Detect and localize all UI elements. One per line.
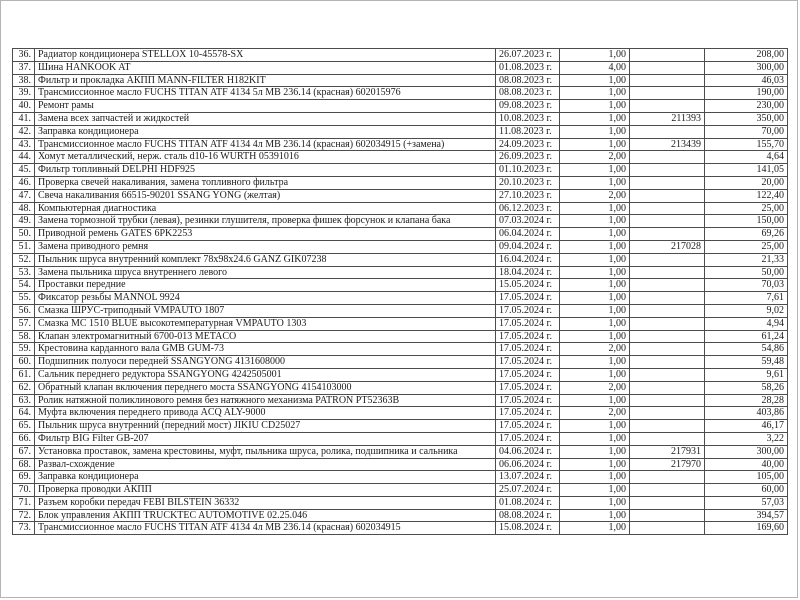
row-order-number-cell xyxy=(630,202,705,215)
row-number-cell: 51. xyxy=(13,240,35,253)
row-quantity-cell: 1,00 xyxy=(560,164,630,177)
table-row xyxy=(13,266,788,279)
table-row xyxy=(13,407,788,420)
row-price-cell: 230,00 xyxy=(705,100,788,113)
table-row xyxy=(13,202,788,215)
row-number-cell: 43. xyxy=(13,138,35,151)
table-row xyxy=(13,228,788,241)
row-quantity-cell: 4,00 xyxy=(560,61,630,74)
table-row xyxy=(13,112,788,125)
row-number-cell: 60. xyxy=(13,356,35,369)
row-quantity-cell: 1,00 xyxy=(560,484,630,497)
row-quantity-cell: 1,00 xyxy=(560,496,630,509)
row-date-cell: 17.05.2024 г. xyxy=(496,356,560,369)
row-quantity-cell: 1,00 xyxy=(560,330,630,343)
row-description-cell: Пыльник шруса внутренний комплект 78х98х24.6 GANZ GIK07238 xyxy=(35,253,496,266)
row-date-cell: 04.06.2024 г. xyxy=(496,445,560,458)
table-row xyxy=(13,164,788,177)
row-order-number-cell xyxy=(630,432,705,445)
row-quantity-cell: 1,00 xyxy=(560,138,630,151)
row-price-cell: 208,00 xyxy=(705,49,788,62)
row-quantity-cell: 1,00 xyxy=(560,509,630,522)
row-number-cell: 48. xyxy=(13,202,35,215)
row-price-cell: 150,00 xyxy=(705,215,788,228)
row-order-number-cell: 217028 xyxy=(630,240,705,253)
table-row xyxy=(13,253,788,266)
row-description-cell: Сальник переднего редуктора SSANGYONG 4242505001 xyxy=(35,368,496,381)
row-quantity-cell: 1,00 xyxy=(560,176,630,189)
table-row xyxy=(13,304,788,317)
row-description-cell: Фильтр топливный DELPHI HDF925 xyxy=(35,164,496,177)
row-date-cell: 24.09.2023 г. xyxy=(496,138,560,151)
row-date-cell: 27.10.2023 г. xyxy=(496,189,560,202)
row-order-number-cell xyxy=(630,509,705,522)
row-date-cell: 06.06.2024 г. xyxy=(496,458,560,471)
row-description-cell: Ролик натяжной поликлинового ремня без натяжного механизма PATRON PT52363B xyxy=(35,394,496,407)
table-row xyxy=(13,74,788,87)
row-number-cell: 39. xyxy=(13,87,35,100)
row-order-number-cell xyxy=(630,496,705,509)
row-number-cell: 36. xyxy=(13,49,35,62)
row-date-cell: 15.08.2024 г. xyxy=(496,522,560,535)
row-date-cell: 11.08.2023 г. xyxy=(496,125,560,138)
row-number-cell: 46. xyxy=(13,176,35,189)
row-description-cell: Фиксатор резьбы MANNOL 9924 xyxy=(35,292,496,305)
row-number-cell: 45. xyxy=(13,164,35,177)
row-price-cell: 69,26 xyxy=(705,228,788,241)
table-row xyxy=(13,432,788,445)
table-row xyxy=(13,471,788,484)
row-date-cell: 17.05.2024 г. xyxy=(496,343,560,356)
row-order-number-cell xyxy=(630,189,705,202)
table-row xyxy=(13,125,788,138)
row-date-cell: 13.07.2024 г. xyxy=(496,471,560,484)
row-quantity-cell: 1,00 xyxy=(560,74,630,87)
row-description-cell: Смазка МС 1510 BLUE высокотемпературная VMPAUTO 1303 xyxy=(35,317,496,330)
row-price-cell: 20,00 xyxy=(705,176,788,189)
row-price-cell: 7,61 xyxy=(705,292,788,305)
row-number-cell: 50. xyxy=(13,228,35,241)
row-quantity-cell: 2,00 xyxy=(560,189,630,202)
row-number-cell: 37. xyxy=(13,61,35,74)
row-date-cell: 08.08.2024 г. xyxy=(496,509,560,522)
row-date-cell: 08.08.2023 г. xyxy=(496,87,560,100)
row-quantity-cell: 1,00 xyxy=(560,356,630,369)
row-order-number-cell xyxy=(630,368,705,381)
row-order-number-cell xyxy=(630,471,705,484)
row-date-cell: 15.05.2024 г. xyxy=(496,279,560,292)
table-row xyxy=(13,496,788,509)
row-quantity-cell: 1,00 xyxy=(560,292,630,305)
table-row xyxy=(13,317,788,330)
row-description-cell: Проставки передние xyxy=(35,279,496,292)
row-number-cell: 40. xyxy=(13,100,35,113)
table-row xyxy=(13,49,788,62)
row-price-cell: 25,00 xyxy=(705,240,788,253)
row-date-cell: 16.04.2024 г. xyxy=(496,253,560,266)
row-price-cell: 50,00 xyxy=(705,266,788,279)
row-price-cell: 155,70 xyxy=(705,138,788,151)
row-price-cell: 169,60 xyxy=(705,522,788,535)
row-date-cell: 17.05.2024 г. xyxy=(496,420,560,433)
row-description-cell: Трансмиссионное масло FUCHS TITAN ATF 4134 4л MB 236.14 (красная) 602034915 (+замена) xyxy=(35,138,496,151)
row-date-cell: 17.05.2024 г. xyxy=(496,330,560,343)
row-order-number-cell xyxy=(630,61,705,74)
row-date-cell: 07.03.2024 г. xyxy=(496,215,560,228)
table-row xyxy=(13,240,788,253)
row-price-cell: 9,61 xyxy=(705,368,788,381)
row-number-cell: 63. xyxy=(13,394,35,407)
row-price-cell: 40,00 xyxy=(705,458,788,471)
row-number-cell: 55. xyxy=(13,292,35,305)
row-date-cell: 17.05.2024 г. xyxy=(496,292,560,305)
row-order-number-cell xyxy=(630,176,705,189)
row-description-cell: Пыльник шруса внутренний (передний мост) JIKIU CD25027 xyxy=(35,420,496,433)
row-price-cell: 350,00 xyxy=(705,112,788,125)
row-quantity-cell: 1,00 xyxy=(560,266,630,279)
row-description-cell: Шина HANKOOK AT xyxy=(35,61,496,74)
row-order-number-cell xyxy=(630,356,705,369)
row-price-cell: 61,24 xyxy=(705,330,788,343)
table-row xyxy=(13,215,788,228)
table-row xyxy=(13,100,788,113)
row-description-cell: Трансмиссионное масло FUCHS TITAN ATF 4134 4л MB 236.14 (красная) 602034915 xyxy=(35,522,496,535)
row-number-cell: 68. xyxy=(13,458,35,471)
row-order-number-cell xyxy=(630,151,705,164)
row-quantity-cell: 2,00 xyxy=(560,381,630,394)
row-number-cell: 38. xyxy=(13,74,35,87)
row-description-cell: Смазка ШРУС-триподный VMPAUTO 1807 xyxy=(35,304,496,317)
row-price-cell: 70,00 xyxy=(705,125,788,138)
row-date-cell: 25.07.2024 г. xyxy=(496,484,560,497)
row-number-cell: 54. xyxy=(13,279,35,292)
row-price-cell: 141,05 xyxy=(705,164,788,177)
row-number-cell: 69. xyxy=(13,471,35,484)
table-row xyxy=(13,509,788,522)
row-date-cell: 17.05.2024 г. xyxy=(496,432,560,445)
row-price-cell: 46,03 xyxy=(705,74,788,87)
row-price-cell: 46,17 xyxy=(705,420,788,433)
row-number-cell: 42. xyxy=(13,125,35,138)
row-date-cell: 09.04.2024 г. xyxy=(496,240,560,253)
row-price-cell: 105,00 xyxy=(705,471,788,484)
row-quantity-cell: 1,00 xyxy=(560,522,630,535)
row-description-cell: Заправка кондиционера xyxy=(35,125,496,138)
row-order-number-cell xyxy=(630,292,705,305)
row-quantity-cell: 1,00 xyxy=(560,49,630,62)
table-row xyxy=(13,356,788,369)
table-row xyxy=(13,420,788,433)
table-row xyxy=(13,394,788,407)
row-date-cell: 26.07.2023 г. xyxy=(496,49,560,62)
row-number-cell: 59. xyxy=(13,343,35,356)
row-date-cell: 17.05.2024 г. xyxy=(496,368,560,381)
row-date-cell: 06.04.2024 г. xyxy=(496,228,560,241)
row-number-cell: 53. xyxy=(13,266,35,279)
row-date-cell: 10.08.2023 г. xyxy=(496,112,560,125)
row-order-number-cell xyxy=(630,125,705,138)
row-description-cell: Трансмиссионное масло FUCHS TITAN ATF 4134 5л MB 236.14 (красная) 602015976 xyxy=(35,87,496,100)
row-price-cell: 54,86 xyxy=(705,343,788,356)
row-number-cell: 56. xyxy=(13,304,35,317)
row-order-number-cell xyxy=(630,49,705,62)
row-quantity-cell: 1,00 xyxy=(560,432,630,445)
row-price-cell: 403,86 xyxy=(705,407,788,420)
row-quantity-cell: 1,00 xyxy=(560,112,630,125)
row-price-cell: 70,03 xyxy=(705,279,788,292)
row-description-cell: Свеча накаливания 66515-90201 SSANG YONG (желтая) xyxy=(35,189,496,202)
row-order-number-cell: 217970 xyxy=(630,458,705,471)
table-row xyxy=(13,381,788,394)
row-number-cell: 66. xyxy=(13,432,35,445)
row-order-number-cell xyxy=(630,253,705,266)
table-body xyxy=(13,49,788,535)
row-date-cell: 08.08.2023 г. xyxy=(496,74,560,87)
row-description-cell: Компьютерная диагностика xyxy=(35,202,496,215)
row-date-cell: 06.12.2023 г. xyxy=(496,202,560,215)
row-description-cell: Ремонт рамы xyxy=(35,100,496,113)
row-quantity-cell: 2,00 xyxy=(560,343,630,356)
row-date-cell: 17.05.2024 г. xyxy=(496,304,560,317)
row-quantity-cell: 1,00 xyxy=(560,394,630,407)
row-order-number-cell xyxy=(630,330,705,343)
row-quantity-cell: 1,00 xyxy=(560,279,630,292)
row-order-number-cell xyxy=(630,74,705,87)
row-order-number-cell xyxy=(630,343,705,356)
row-date-cell: 20.10.2023 г. xyxy=(496,176,560,189)
table-row xyxy=(13,189,788,202)
table-row xyxy=(13,87,788,100)
row-description-cell: Хомут металлический, нерж. сталь d10-16 WURTH 05391016 xyxy=(35,151,496,164)
row-price-cell: 4,94 xyxy=(705,317,788,330)
row-order-number-cell xyxy=(630,394,705,407)
row-quantity-cell: 1,00 xyxy=(560,458,630,471)
row-price-cell: 3,22 xyxy=(705,432,788,445)
row-order-number-cell xyxy=(630,522,705,535)
table-row xyxy=(13,368,788,381)
table-row xyxy=(13,445,788,458)
row-price-cell: 190,00 xyxy=(705,87,788,100)
row-price-cell: 60,00 xyxy=(705,484,788,497)
row-number-cell: 49. xyxy=(13,215,35,228)
row-order-number-cell xyxy=(630,484,705,497)
row-quantity-cell: 1,00 xyxy=(560,240,630,253)
table-row xyxy=(13,138,788,151)
row-order-number-cell xyxy=(630,381,705,394)
row-order-number-cell xyxy=(630,304,705,317)
row-description-cell: Муфта включения переднего привода ACQ ALY-9000 xyxy=(35,407,496,420)
row-order-number-cell: 213439 xyxy=(630,138,705,151)
row-number-cell: 47. xyxy=(13,189,35,202)
row-date-cell: 17.05.2024 г. xyxy=(496,407,560,420)
row-number-cell: 70. xyxy=(13,484,35,497)
row-order-number-cell xyxy=(630,266,705,279)
row-price-cell: 300,00 xyxy=(705,61,788,74)
row-number-cell: 52. xyxy=(13,253,35,266)
row-price-cell: 122,40 xyxy=(705,189,788,202)
row-date-cell: 17.05.2024 г. xyxy=(496,394,560,407)
row-quantity-cell: 1,00 xyxy=(560,228,630,241)
table-row xyxy=(13,458,788,471)
row-number-cell: 44. xyxy=(13,151,35,164)
row-number-cell: 58. xyxy=(13,330,35,343)
table-row xyxy=(13,330,788,343)
table-row xyxy=(13,151,788,164)
row-order-number-cell xyxy=(630,420,705,433)
row-quantity-cell: 1,00 xyxy=(560,420,630,433)
row-description-cell: Разъем коробки передач FEBI BILSTEIN 36332 xyxy=(35,496,496,509)
row-date-cell: 01.10.2023 г. xyxy=(496,164,560,177)
row-order-number-cell xyxy=(630,164,705,177)
row-price-cell: 21,33 xyxy=(705,253,788,266)
row-description-cell: Заправка кондиционера xyxy=(35,471,496,484)
row-description-cell: Фильтр и прокладка АКПП MANN-FILTER H182KIT xyxy=(35,74,496,87)
row-description-cell: Фильтр BIG Filter GB-207 xyxy=(35,432,496,445)
row-price-cell: 300,00 xyxy=(705,445,788,458)
row-description-cell: Проверка свечей накаливания, замена топливного фильтра xyxy=(35,176,496,189)
row-order-number-cell xyxy=(630,228,705,241)
row-order-number-cell: 211393 xyxy=(630,112,705,125)
row-order-number-cell xyxy=(630,407,705,420)
row-quantity-cell: 1,00 xyxy=(560,202,630,215)
row-description-cell: Подшипник полуоси передней SSANGYONG 4131608000 xyxy=(35,356,496,369)
table-row xyxy=(13,279,788,292)
row-quantity-cell: 1,00 xyxy=(560,471,630,484)
row-price-cell: 25,00 xyxy=(705,202,788,215)
row-quantity-cell: 1,00 xyxy=(560,253,630,266)
row-price-cell: 57,03 xyxy=(705,496,788,509)
table-row xyxy=(13,522,788,535)
row-date-cell: 01.08.2023 г. xyxy=(496,61,560,74)
row-description-cell: Развал-схождение xyxy=(35,458,496,471)
row-quantity-cell: 1,00 xyxy=(560,445,630,458)
row-date-cell: 17.05.2024 г. xyxy=(496,381,560,394)
table-row xyxy=(13,176,788,189)
row-number-cell: 64. xyxy=(13,407,35,420)
row-description-cell: Замена приводного ремня xyxy=(35,240,496,253)
table-row xyxy=(13,343,788,356)
row-date-cell: 17.05.2024 г. xyxy=(496,317,560,330)
row-description-cell: Блок управления АКПП TRUCKTEC AUTOMOTIVE 02.25.046 xyxy=(35,509,496,522)
row-quantity-cell: 2,00 xyxy=(560,407,630,420)
row-quantity-cell: 1,00 xyxy=(560,368,630,381)
row-order-number-cell xyxy=(630,279,705,292)
row-quantity-cell: 2,00 xyxy=(560,151,630,164)
row-quantity-cell: 1,00 xyxy=(560,125,630,138)
row-number-cell: 65. xyxy=(13,420,35,433)
row-quantity-cell: 1,00 xyxy=(560,215,630,228)
table-row xyxy=(13,484,788,497)
row-number-cell: 72. xyxy=(13,509,35,522)
row-order-number-cell xyxy=(630,317,705,330)
row-description-cell: Приводной ремень GATES 6PK2253 xyxy=(35,228,496,241)
row-date-cell: 18.04.2024 г. xyxy=(496,266,560,279)
row-description-cell: Проверка проводки АКПП xyxy=(35,484,496,497)
row-price-cell: 4,64 xyxy=(705,151,788,164)
row-order-number-cell xyxy=(630,215,705,228)
row-description-cell: Замена тормозной трубки (левая), резинки глушителя, проверка фишек форсунок и клапана бака xyxy=(35,215,496,228)
row-number-cell: 41. xyxy=(13,112,35,125)
row-number-cell: 62. xyxy=(13,381,35,394)
row-order-number-cell xyxy=(630,87,705,100)
row-date-cell: 09.08.2023 г. xyxy=(496,100,560,113)
row-date-cell: 26.09.2023 г. xyxy=(496,151,560,164)
row-description-cell: Клапан электромагнитный 6700-013 METACO xyxy=(35,330,496,343)
service-history-table xyxy=(12,48,788,535)
row-description-cell: Установка проставок, замена крестовины, муфт, пыльника шруса, ролика, подшипника и сальника xyxy=(35,445,496,458)
row-quantity-cell: 1,00 xyxy=(560,100,630,113)
row-price-cell: 58,26 xyxy=(705,381,788,394)
row-description-cell: Обратный клапан включения переднего моста SSANGYONG 4154103000 xyxy=(35,381,496,394)
row-order-number-cell xyxy=(630,100,705,113)
row-description-cell: Радиатор кондиционера STELLOX 10-45578-SX xyxy=(35,49,496,62)
row-date-cell: 01.08.2024 г. xyxy=(496,496,560,509)
row-price-cell: 59,48 xyxy=(705,356,788,369)
row-price-cell: 9,02 xyxy=(705,304,788,317)
row-number-cell: 67. xyxy=(13,445,35,458)
row-number-cell: 61. xyxy=(13,368,35,381)
row-order-number-cell: 217931 xyxy=(630,445,705,458)
row-number-cell: 57. xyxy=(13,317,35,330)
row-price-cell: 394,57 xyxy=(705,509,788,522)
row-description-cell: Замена всех запчастей и жидкостей xyxy=(35,112,496,125)
table-row xyxy=(13,61,788,74)
table-row xyxy=(13,292,788,305)
row-quantity-cell: 1,00 xyxy=(560,304,630,317)
row-price-cell: 28,28 xyxy=(705,394,788,407)
row-description-cell: Крестовина карданного вала GMB GUM-73 xyxy=(35,343,496,356)
row-quantity-cell: 1,00 xyxy=(560,87,630,100)
row-number-cell: 71. xyxy=(13,496,35,509)
row-number-cell: 73. xyxy=(13,522,35,535)
row-quantity-cell: 1,00 xyxy=(560,317,630,330)
row-description-cell: Замена пыльника шруса внутреннего левого xyxy=(35,266,496,279)
